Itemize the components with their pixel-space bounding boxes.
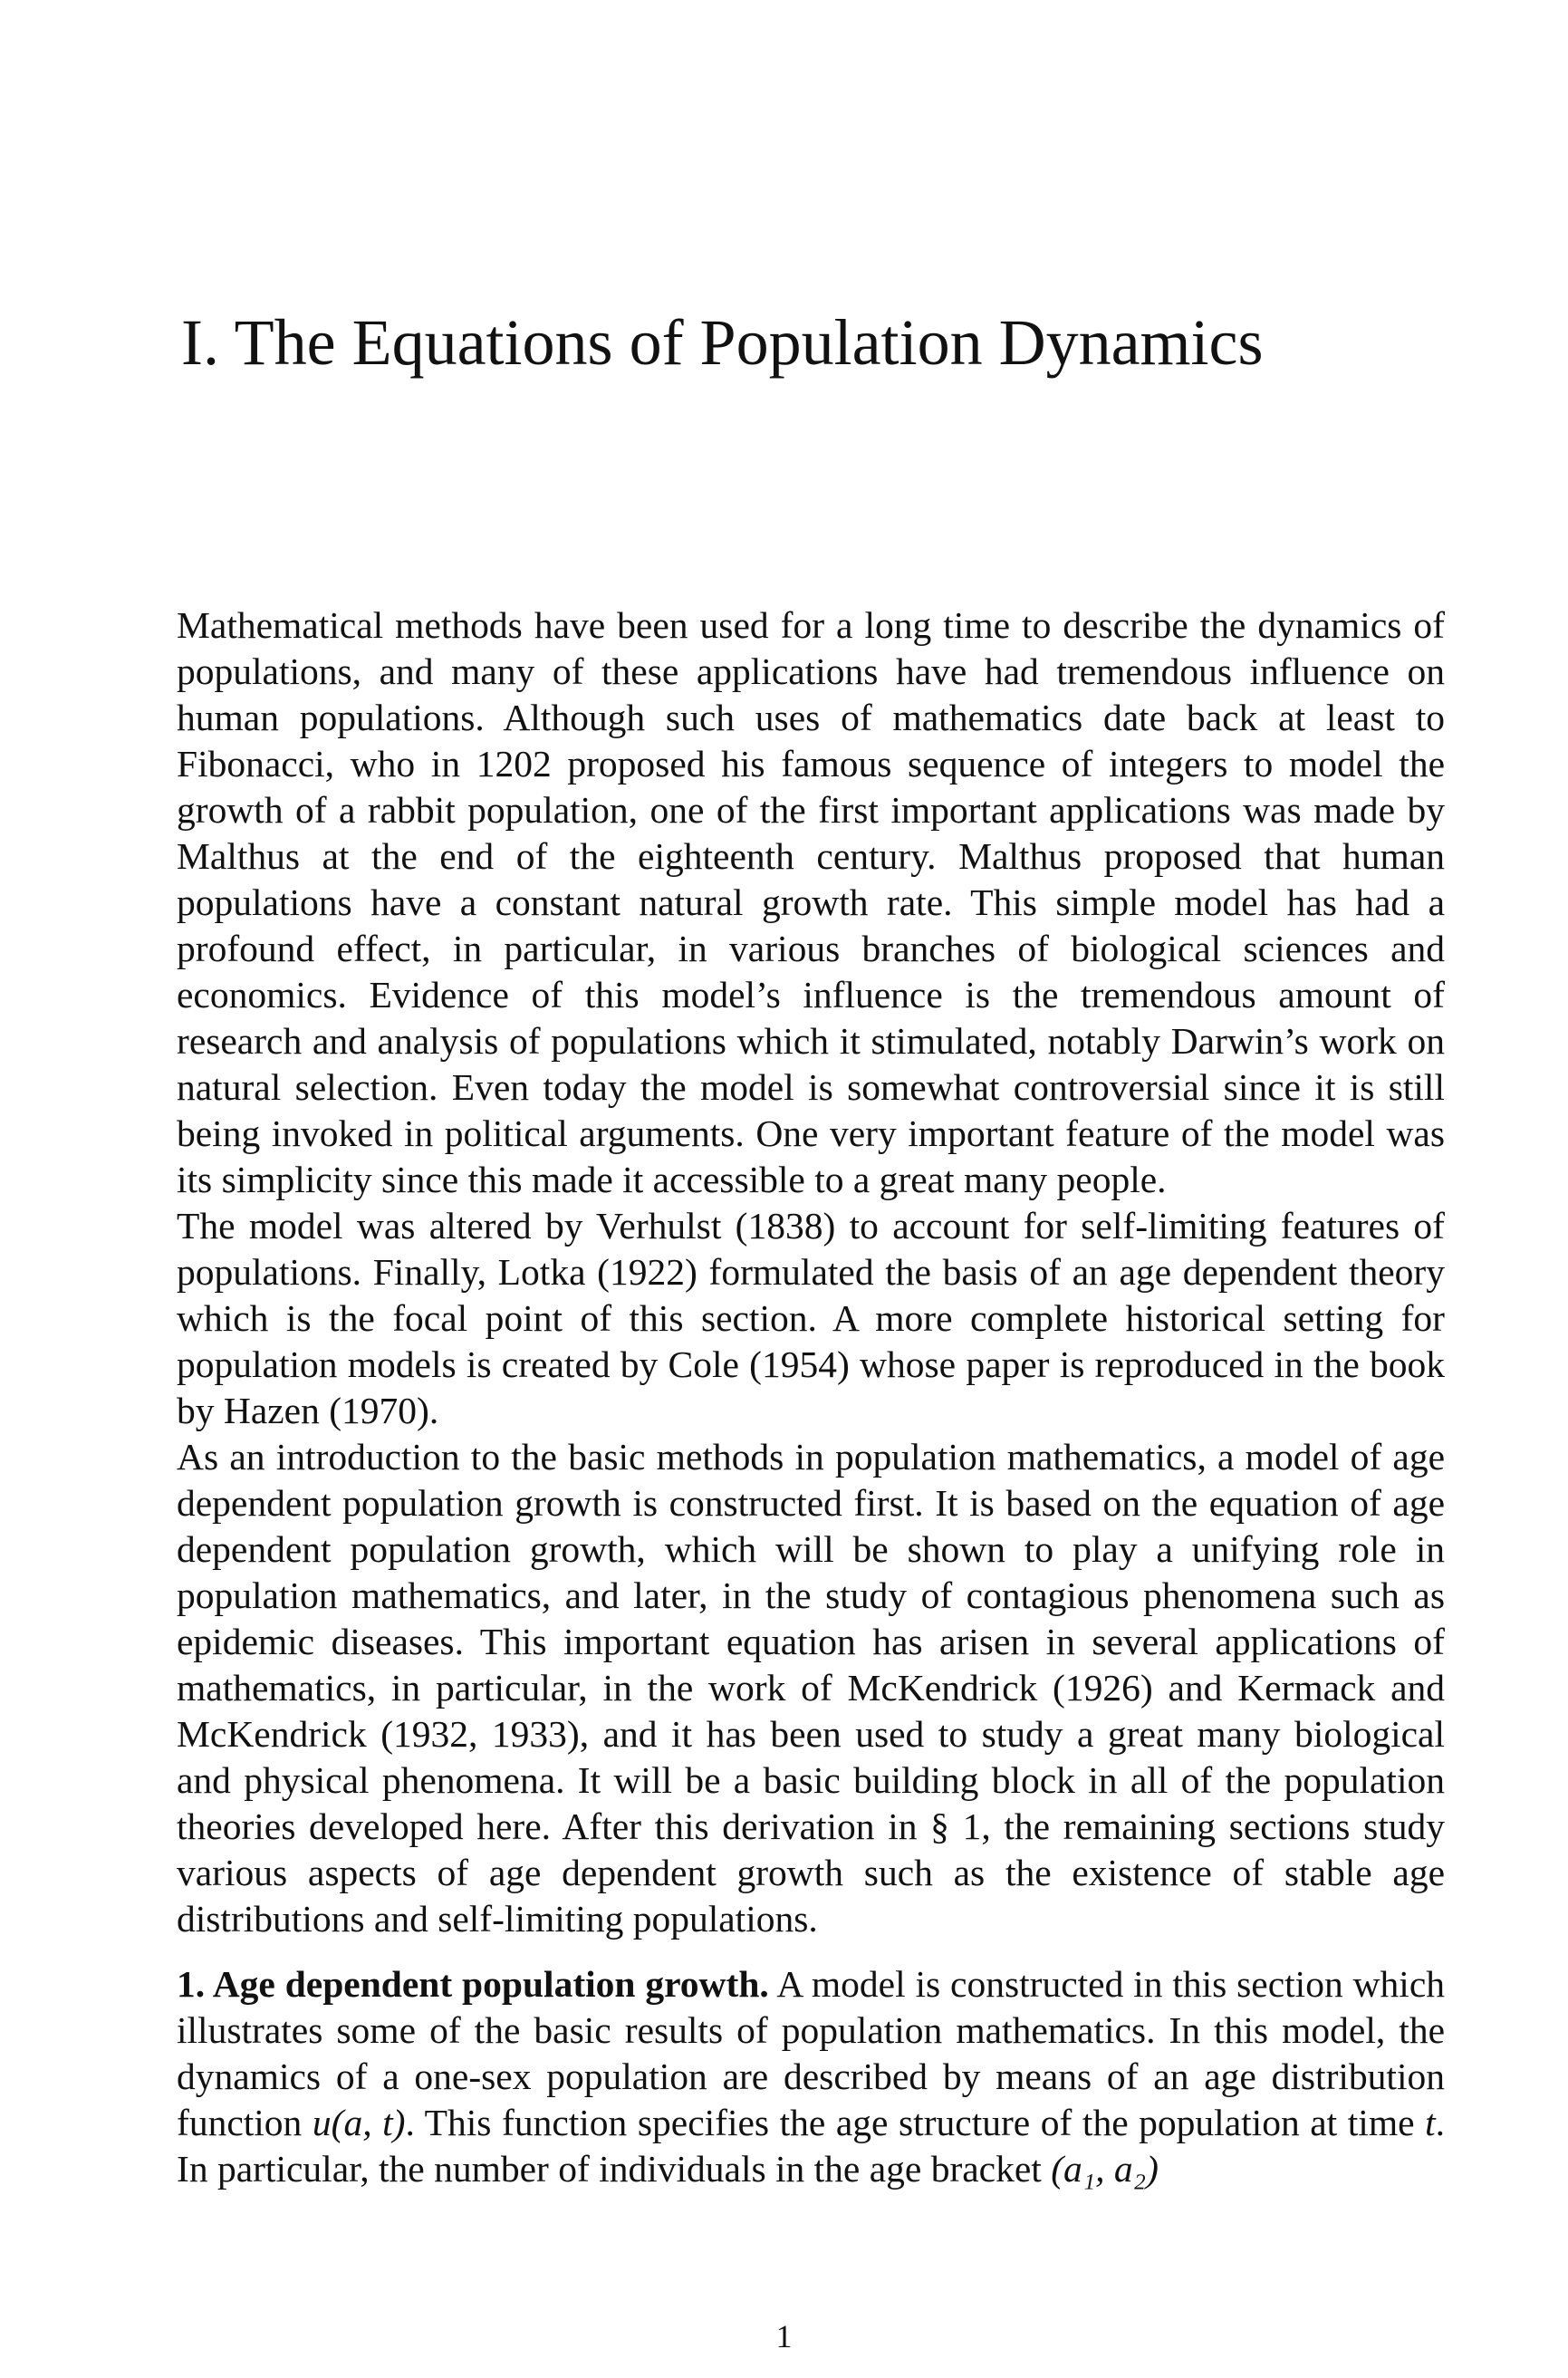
math-time: t — [1425, 2102, 1436, 2143]
page-number: 1 — [775, 2318, 793, 2354]
math-age-bracket: (a₁, a₂) — [1051, 2148, 1159, 2190]
section-1-paragraph — [177, 1961, 1445, 2192]
introduction-text — [177, 602, 1445, 1942]
section-heading: 1. Age dependent population growth. — [177, 1963, 769, 2005]
paragraph-introduction: As an introduction to the basic methods in population mathematics, a model of age dependent population growth is constructed first. It is based on the equation of age dependent population growth, which will be shown to play a unifying role in population mathematics, and later, in the study of contagious phenomena such as epidemic diseases. This important equation has arisen in several applications of mathematics, in particular, in the work of McKendrick (1926) and Kermack and McKendrick (1932, 1933), and it has been used to study a great many biological and physical phenomena. It will be a basic building block in all of the population theories developed here. After this derivation in § 1, the remaining sections study various aspects of age dependent growth such as the existence of stable age distributions and self-limiting populations. — [177, 1436, 1445, 1940]
section-1 — [177, 1961, 1445, 2192]
paragraph-verhulst: The model was altered by Verhulst (1838) to account for self-limiting features of populations. Finally, Lotka (1922) formulated the basis of an age dependent theory which is the focal point of this section. A more complete historical setting for population models is created by Cole (1954) whose paper is reproduced in the book by Hazen (1970). — [177, 1205, 1445, 1431]
section-text-part-1: A model is constructed in this section which illustrates some of the basic results of population mathematics. In this model, the dynamics of a one-sex population are described by means of an age distribution function — [177, 1963, 1445, 2143]
section-text-part-3: . In particular, the number of individuals in the age bracket — [177, 2102, 1445, 2190]
math-age-distribution: u(a, t) — [312, 2102, 406, 2143]
section-text-part-2: . This function specifies the age structure of the population at time — [405, 2102, 1426, 2143]
chapter-title: I. The Equations of Population Dynamics — [181, 306, 1264, 379]
paragraph-malthus: Mathematical methods have been used for a long time to describe the dynamics of populations, and many of these applications have had tremendous influence on human populations. Although such uses of mathematics date back at least to Fibonacci, who in 1202 proposed his famous sequence of integers to model the growth of a rabbit population, one of the first important applications was made by Malthus at the end of the eighteenth century. Malthus proposed that human populations have a constant natural growth rate. This simple model has had a profound effect, in particular, in various branches of biological sciences and economics. Evidence of this model’s influence is the tremendous amount of research and analysis of populations which it stimulated, notably Darwin’s work on natural selection. Even today the model is somewhat controversial since it is still being invoked in political arguments. One very important feature of the model was its simplicity since this made it accessible to a great many people. — [177, 604, 1445, 1200]
